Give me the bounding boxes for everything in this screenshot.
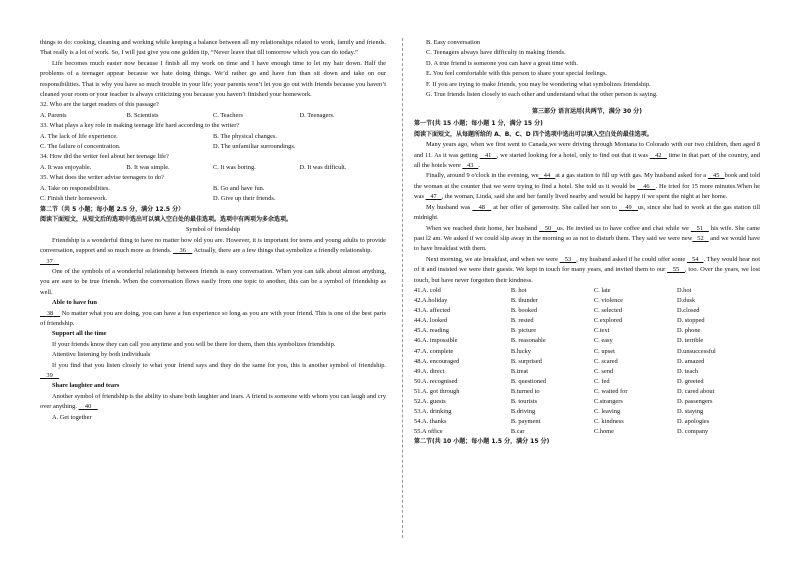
cloze-option[interactable]: 43.A. affected xyxy=(414,307,451,315)
cloze-option[interactable]: D.dusk xyxy=(676,297,696,305)
option-a-get-together[interactable]: A. Get together xyxy=(52,413,92,421)
option-f[interactable]: F. If you are trying to make friends, you may be wondering what symbolizes friendship. xyxy=(426,80,651,88)
cloze-option[interactable]: D. passengers xyxy=(676,397,713,405)
cloze-option-row xyxy=(414,326,760,336)
cloze-option[interactable]: D. apologies xyxy=(676,418,710,426)
blank-51[interactable]: 51 xyxy=(696,224,704,232)
cloze-option[interactable]: B. payment xyxy=(510,418,541,426)
option-d[interactable]: D. Teenagers. xyxy=(299,111,335,119)
passage-title: Symbol of friendship xyxy=(185,226,241,234)
cloze-option[interactable]: C.strangers xyxy=(593,397,623,405)
cloze-option-row xyxy=(414,336,760,346)
option-c[interactable]: C. It was boring. xyxy=(213,163,256,171)
question-34: 34. How did the writer feel about her teenage life? xyxy=(40,153,169,161)
cloze-option[interactable]: D. phone xyxy=(676,327,701,335)
blank-52[interactable]: 52 xyxy=(697,234,704,242)
paragraph-friendship-1: Friendship is a wonderful thing to have no matter how old you are. However, it is important for teens and young adults to provide conversation, support and so much more as friends. 36 Actually, there are a few things that symbolize a friendly relationship. xyxy=(40,236,386,255)
cloze-options-table xyxy=(414,286,760,437)
blank-38[interactable]: 38 xyxy=(46,309,54,317)
cloze-option-row xyxy=(414,417,760,427)
section-2b-title: 第二节(共 10 小题；每小题 1.5 分，满分 15 分) xyxy=(414,438,550,446)
cloze-option[interactable]: B. reasonable xyxy=(510,337,546,345)
cloze-option-row xyxy=(414,367,760,377)
cloze-option[interactable]: B. booked xyxy=(510,307,538,315)
cloze-option-row xyxy=(414,316,760,326)
cloze-option[interactable]: B. surprised xyxy=(510,357,542,365)
option-c[interactable]: C. Finish their homework. xyxy=(40,195,108,203)
section-2-title: 第二节（共 5 小题；每小题 2.5 分，满分 12.5 分） xyxy=(40,205,185,213)
cloze-option[interactable]: C. easy xyxy=(593,337,613,345)
cloze-paragraph-2: Finally, around 9 o'clock in the evening, we 44 at a gas station to fill up with gas. My husband asked for a 45 book and told the woman at the counter that we were trying to find a hotel. She told us it would be 46 . He tried for 15 more minutes.When he was 47 , the woman, Linda, said she and her family lived nearby and would be happy if we spent the night at her home. xyxy=(414,172,761,201)
cloze-option[interactable]: B. picture xyxy=(510,327,537,335)
blank-37[interactable]: 37 xyxy=(46,257,53,265)
blank-39[interactable]: 39 xyxy=(46,372,53,379)
blank-43[interactable]: 43 xyxy=(467,162,474,170)
cloze-option-row xyxy=(414,286,760,296)
cloze-option-row xyxy=(414,397,760,407)
cloze-option[interactable]: B. thunder xyxy=(510,297,538,305)
cloze-option[interactable]: D. cared about xyxy=(676,387,715,395)
cloze-option[interactable]: 50.A. recognised xyxy=(414,377,458,385)
blank-36[interactable]: 36 xyxy=(179,247,186,255)
blank-42[interactable]: 42 xyxy=(655,151,662,159)
option-a[interactable]: A. It was enjoyable. xyxy=(40,163,92,171)
cloze-option[interactable]: D. teach xyxy=(676,367,699,375)
cloze-paragraph-5: Next morning, we ate breakfast, and when we were 53 , my husband asked if he could offer some 54 . They would hear not of it and insisted we were their guests. We kept in touch for many years, and invited them to our 55 , too. Over the years, we lost touch, but have never forgotten their kindness. xyxy=(414,255,761,284)
paragraph-life: Life becomes much easier now because I finish all my work on time and I have enough time to let my hair down. Half the problems of a teenager appear because we hate doing things. We’d rather go and have fun than sit down and take on our responsibilities. That is why you have so much trouble in your life; your parents won’t let you go out with friends because you haven’t cleaned your room or your teacher is always criticizing you because you haven’t finished your homework. xyxy=(40,59,386,99)
blank-54[interactable]: 54 xyxy=(692,255,699,263)
cloze-paragraph-3: My husband was 48 at her offer of generosity. She called her son to 49 us, since she had to work at the gas station till midnight. xyxy=(414,203,761,222)
cloze-option[interactable]: C. send xyxy=(593,367,614,375)
cloze-option[interactable]: C.text xyxy=(593,327,610,335)
cloze-option[interactable]: B.lucky xyxy=(510,347,531,355)
blank-55[interactable]: 55 xyxy=(672,266,680,274)
cloze-option[interactable]: D. amazed xyxy=(676,357,705,365)
blank-48[interactable]: 48 xyxy=(478,203,485,211)
blank-47[interactable]: 47 xyxy=(430,193,437,201)
cloze-option[interactable]: 45.A. reading xyxy=(414,327,449,335)
cloze-option[interactable]: D. stopped xyxy=(676,317,705,325)
paragraph-laugh: Another symbol of friendship is the ability to share both laughter and tears. A friend is someone with whom you can laugh and cry over anything. 40 xyxy=(40,392,386,411)
paragraph-friendship-2: One of the symbols of a wonderful relationship between friends is easy conversation. When you can talk about almost anything, you are sure to be true friends. When the conversation flows easily from one topic to another, this can be a symbol of friendship as well. xyxy=(40,267,386,296)
question-32-options xyxy=(40,111,386,121)
cloze-option[interactable]: C.explored xyxy=(593,317,623,325)
cloze-paragraph-1: Many years ago, when we first went to Canada,we were driving through Montana to Colorado with our two children, then aged 8 and 11. As it was getting 41 , we started looking for a hotel, only to find out that it was 42 time in that part of the country, and all the hotels were 43 . xyxy=(414,141,760,170)
heading-support: Support all the time xyxy=(52,330,107,338)
cloze-option-row xyxy=(414,407,760,417)
cloze-option[interactable]: 54.A. thanks xyxy=(414,418,447,426)
blank-41[interactable]: 41 xyxy=(484,151,492,159)
paragraph-intro: things to do: cooking, cleaning and working while keeping a balance between all my relationships related to work, family and friends. That really is a lot of work. So, I will just give you one golden tip, “Never leave that till tomorrow which you can do today.” xyxy=(40,39,386,57)
blank-40[interactable]: 40 xyxy=(84,403,92,411)
cloze-option[interactable]: B. tourists xyxy=(510,397,538,405)
cloze-option[interactable]: C. fed xyxy=(593,377,610,385)
cloze-option[interactable]: D. staying xyxy=(676,408,704,416)
cloze-option[interactable]: D. company xyxy=(676,428,709,436)
option-b[interactable]: B. It was simple. xyxy=(126,163,170,171)
cloze-option[interactable]: C. waited for xyxy=(593,387,628,395)
cloze-option[interactable]: C. leaving xyxy=(593,408,621,416)
cloze-option-row xyxy=(414,357,760,367)
option-c[interactable]: C. The failure of concentration. xyxy=(40,143,121,151)
cloze-option[interactable]: B.turned to xyxy=(510,387,540,395)
blank-50[interactable]: 50 xyxy=(544,224,552,232)
option-a[interactable]: A. Take on responsibilities. xyxy=(40,184,110,192)
cloze-option[interactable]: B.treat xyxy=(510,367,529,375)
cloze-option[interactable]: C. kindness xyxy=(593,418,624,426)
paragraph-fun: 38 No matter what you are doing, you can have a fun experience so long as you are with your friend. This is one of the best parts of friendship. xyxy=(40,309,387,327)
cloze-option[interactable]: 42.A.holiday xyxy=(414,297,448,305)
cloze-option[interactable]: D.hot xyxy=(676,286,692,294)
question-33-options-row2 xyxy=(40,142,386,152)
cloze-option[interactable]: 53.A. drinking xyxy=(414,408,452,416)
cloze-option[interactable]: C. upset xyxy=(593,347,615,355)
cloze-option[interactable]: D. terrible xyxy=(676,337,704,345)
cloze-option[interactable]: B.driving xyxy=(510,408,536,416)
cloze-option[interactable]: C. violence xyxy=(593,297,624,305)
right-column xyxy=(414,38,760,448)
part-3-title: 第三部分 语言运用(共两节，满分 30 分) xyxy=(531,108,643,116)
section-1-instructions: 阅读下面短文，从每题所给的 A、B、C、D 四个选项中选出可以填入空白处的最佳选项。 xyxy=(414,130,653,138)
option-d[interactable]: D. A true friend is someone you can have a great time with. xyxy=(426,59,578,67)
option-b[interactable]: B. The physical changes. xyxy=(213,132,277,140)
question-35-options-row1 xyxy=(40,184,386,194)
paragraph-listen: If you find that you listen closely to what your friend says and they do the same for you, this is another symbol of friendship. 39 xyxy=(40,361,386,382)
cloze-option[interactable]: 48.A. encouraged xyxy=(414,357,460,365)
blank-46[interactable]: 46 xyxy=(643,182,650,190)
option-d[interactable]: D. The unfamiliar surroundings. xyxy=(213,143,296,151)
cloze-option[interactable]: B. rested xyxy=(510,317,534,325)
blank-49[interactable]: 49 xyxy=(625,203,632,211)
cloze-option[interactable]: 46.A. impossible xyxy=(414,337,458,345)
cloze-option[interactable]: D.closed xyxy=(676,307,700,315)
blank-53[interactable]: 53 xyxy=(564,255,572,263)
cloze-option[interactable]: B.car xyxy=(510,428,525,436)
cloze-option-row xyxy=(414,427,760,437)
option-b[interactable]: B. Go and have fun. xyxy=(213,184,265,192)
cloze-option[interactable]: C. scared xyxy=(593,357,618,365)
cloze-option-row xyxy=(414,296,760,306)
section-2-instructions: 阅读下面短文，从短文后的选项中选出可以填入空白处的最佳选项。选项中有两项为多余选项。 xyxy=(40,215,293,223)
heading-laugh: Share laughter and tears xyxy=(52,382,120,390)
question-35-options-row2 xyxy=(40,194,386,204)
blank-37-line xyxy=(40,257,386,267)
option-d[interactable]: D. Give up their friends. xyxy=(213,195,276,203)
heading-fun: Able to have fun xyxy=(52,299,97,307)
question-33: 33. What plays a key role in making teenage life hard according to the writer? xyxy=(40,122,240,130)
option-a[interactable]: A. The lack of life experience. xyxy=(40,132,118,140)
section-1-title: 第一节(共 15 小题；每小题 1 分，满分 15 分) xyxy=(414,120,543,128)
cloze-option[interactable]: 55.A office xyxy=(414,428,443,436)
heading-attentive: Attentive listening by both individuals xyxy=(52,351,151,359)
question-33-options-row1 xyxy=(40,132,386,142)
paragraph-support: If your friends know they can call you anytime and you will be there for them, then this symbolizes friendship. xyxy=(52,340,336,348)
question-32: 32. Who are the target readers of this passage? xyxy=(40,101,159,109)
question-34-options xyxy=(40,163,386,173)
option-b[interactable]: B. Scientists xyxy=(126,111,159,119)
column-divider xyxy=(402,38,404,538)
cloze-option[interactable]: 52.A. guests xyxy=(414,397,446,405)
question-35: 35. What does the writer advise teenagers to do? xyxy=(40,174,164,182)
option-c[interactable]: C. Teachers xyxy=(213,111,243,119)
cloze-paragraph-4: When we reached their home, her husband 50 us. He invited us to have coffee and chat while we 51 his wife. She came past l2 am. We asked if we could slip away in the morning so as not to disturb them. They said we were new 52 and we would have to have breakfast with them. xyxy=(414,224,761,253)
cloze-option[interactable]: 41.A. cold xyxy=(414,286,441,294)
cloze-option[interactable]: 44.A. looked xyxy=(414,317,448,325)
cloze-option[interactable]: 49.A. direct xyxy=(414,367,445,375)
cloze-option[interactable]: B. questioned xyxy=(510,377,547,385)
cloze-option[interactable]: C.home xyxy=(593,428,614,436)
cloze-option[interactable]: B. hot xyxy=(510,286,527,294)
cloze-option-row xyxy=(414,306,760,316)
blank-45[interactable]: 45 xyxy=(713,172,720,180)
option-a[interactable]: A. Parents xyxy=(40,111,67,119)
left-column xyxy=(40,38,386,423)
cloze-option-row xyxy=(414,347,760,357)
option-d[interactable]: D. It was difficult. xyxy=(299,163,347,171)
option-e[interactable]: E. You feel comfortable with this person to share your special feelings. xyxy=(426,70,608,78)
cloze-option-row xyxy=(414,387,760,397)
option-g[interactable]: G. True friends listen closely to each other and understand what the other person is saying. xyxy=(426,91,658,99)
cloze-option-row xyxy=(414,377,760,387)
cloze-option[interactable]: D.unsuccessful xyxy=(676,347,716,355)
cloze-option[interactable]: 47.A. complete xyxy=(414,347,454,355)
option-c[interactable]: C. Teenagers always have difficulty in making friends. xyxy=(426,49,566,57)
cloze-option[interactable]: C. selected xyxy=(593,307,622,315)
option-b[interactable]: B. Easy conversation xyxy=(426,39,481,46)
blank-44[interactable]: 44 xyxy=(543,172,551,180)
cloze-option[interactable]: D. greeted xyxy=(676,377,704,385)
cloze-option[interactable]: C. late xyxy=(593,286,611,294)
cloze-option[interactable]: 51.A. got through xyxy=(414,387,460,395)
